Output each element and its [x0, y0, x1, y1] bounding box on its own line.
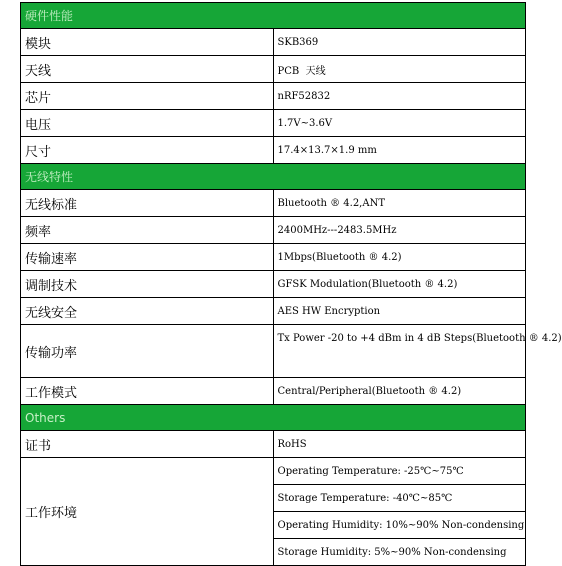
- row-value-chip: nRF52832: [273, 83, 526, 110]
- row-value-voltage: 1.7V~3.6V: [273, 110, 526, 137]
- row-value-storage-humidity: Storage Humidity: 5%~90% Non-condensing: [273, 539, 526, 566]
- row-value-modulation: GFSK Modulation(Bluetooth ® 4.2): [273, 271, 526, 298]
- table-row: [21, 110, 526, 137]
- row-label-security: 无线安全: [21, 298, 274, 325]
- row-value-operating-humidity: Operating Humidity: 10%~90% Non-condensing: [273, 512, 526, 539]
- row-value-antenna: PCB 天线: [273, 56, 526, 83]
- row-value-storage-temperature: Storage Temperature: -40℃~85℃: [273, 485, 526, 512]
- row-label-antenna: 天线: [21, 56, 274, 83]
- row-label-module: 模块: [21, 29, 274, 56]
- row-label-frequency: 频率: [21, 217, 274, 244]
- table-row: [21, 458, 526, 485]
- table-row: [21, 298, 526, 325]
- row-value-wireless-standard: Bluetooth ® 4.2,ANT: [273, 190, 526, 217]
- row-value-size: 17.4×13.7×1.9 mm: [273, 137, 526, 164]
- row-label-modulation: 调制技术: [21, 271, 274, 298]
- row-label-chip: 芯片: [21, 83, 274, 110]
- table-row: [21, 56, 526, 83]
- table-row: [21, 29, 526, 56]
- row-value-module: SKB369: [273, 29, 526, 56]
- section-row-hardware: [21, 3, 526, 29]
- row-label-size: 尺寸: [21, 137, 274, 164]
- row-value-data-rate: 1Mbps(Bluetooth ® 4.2): [273, 244, 526, 271]
- row-value-operating-temperature: Operating Temperature: -25℃~75℃: [273, 458, 526, 485]
- table-row: [21, 325, 526, 378]
- row-label-wireless-standard: 无线标准: [21, 190, 274, 217]
- table-row: [21, 217, 526, 244]
- row-label-certification: 证书: [21, 431, 274, 458]
- table-row: [21, 378, 526, 405]
- row-value-security: AES HW Encryption: [273, 298, 526, 325]
- row-value-tx-power: Tx Power -20 to +4 dBm in 4 dB Steps(Bluetooth ® 4.2): [273, 325, 526, 378]
- table-row: [21, 271, 526, 298]
- row-label-work-mode: 工作模式: [21, 378, 274, 405]
- table-row: [21, 244, 526, 271]
- row-value-frequency: 2400MHz---2483.5MHz: [273, 217, 526, 244]
- table-row: [21, 190, 526, 217]
- row-value-work-mode: Central/Peripheral(Bluetooth ® 4.2): [273, 378, 526, 405]
- row-label-tx-power: 传输功率: [21, 325, 274, 378]
- table-row: [21, 137, 526, 164]
- row-value-certification: RoHS: [273, 431, 526, 458]
- section-header-hardware: 硬件性能: [21, 3, 526, 29]
- table-row: [21, 431, 526, 458]
- spec-table: [20, 2, 562, 566]
- section-row-others: [21, 405, 526, 431]
- row-label-environment: 工作环境: [21, 458, 274, 566]
- table-row: [21, 83, 526, 110]
- section-header-others: Others: [21, 405, 526, 431]
- row-label-voltage: 电压: [21, 110, 274, 137]
- row-label-data-rate: 传输速率: [21, 244, 274, 271]
- section-row-wireless: [21, 164, 526, 190]
- section-header-wireless: 无线特性: [21, 164, 526, 190]
